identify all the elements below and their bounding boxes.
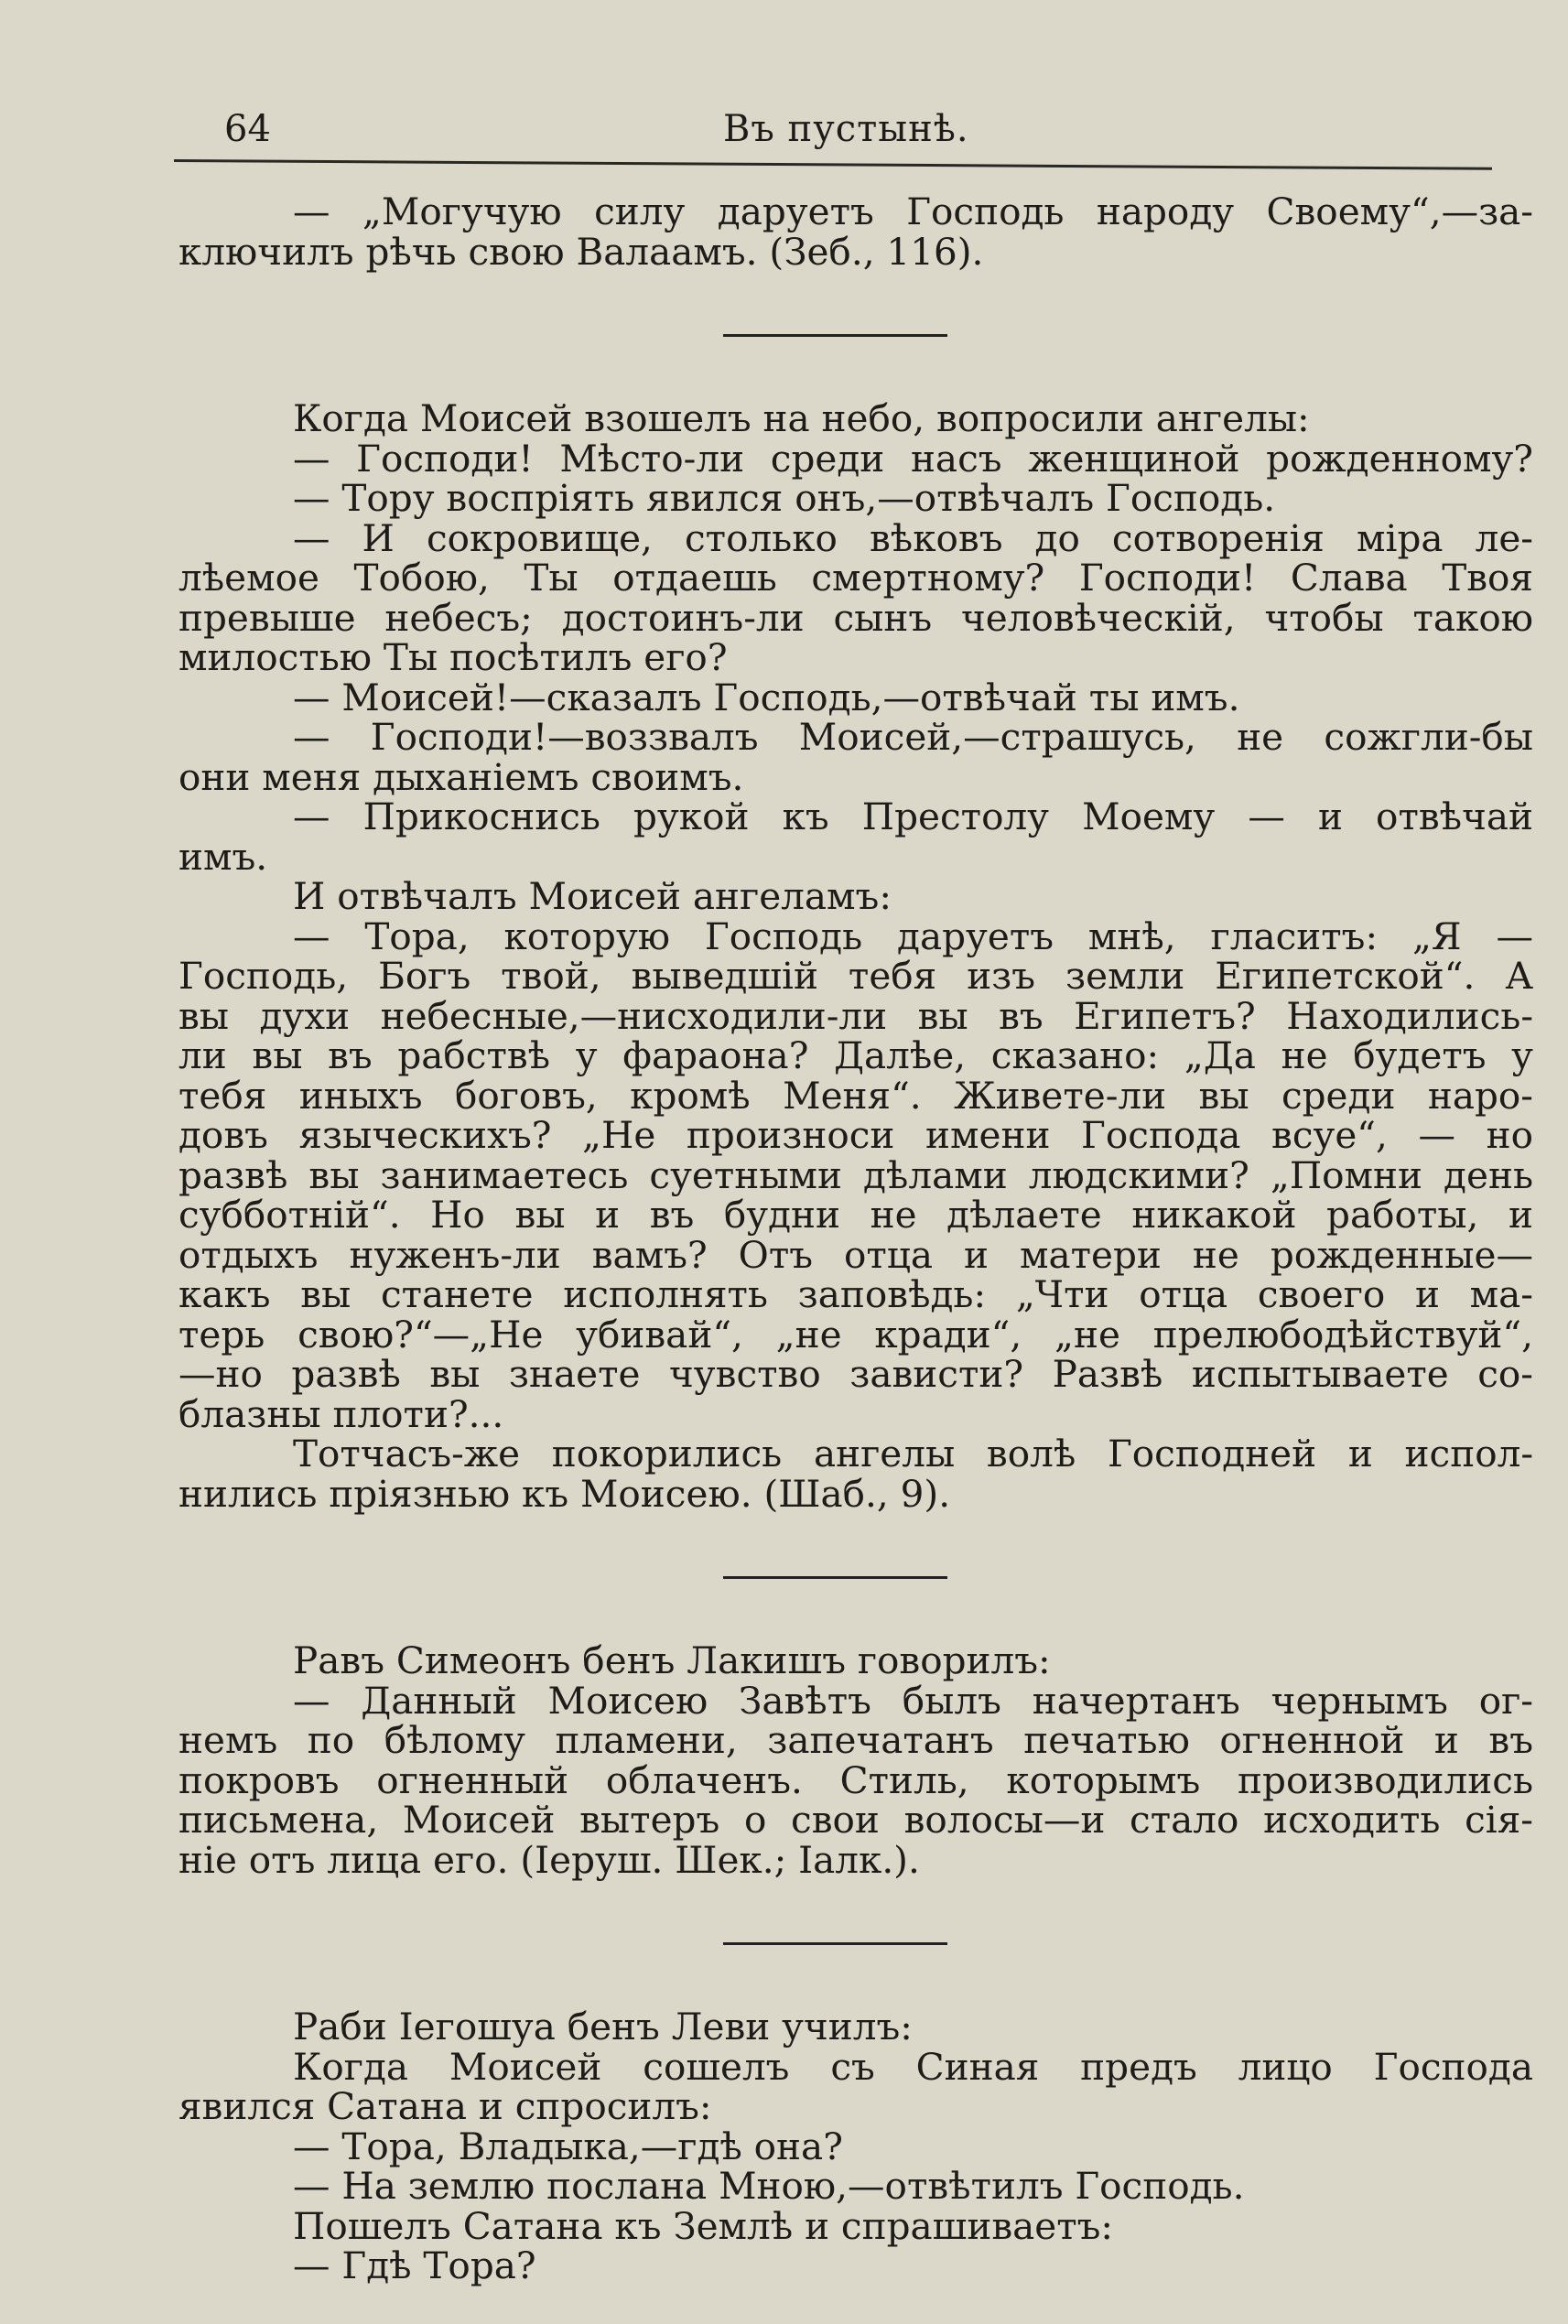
text-line: лѣемое Тобою, Ты отдаешь смертному? Господи! Слава Твоя [178, 556, 1533, 600]
text-line: — И сокровище, столько вѣковъ до сотворенія міра ле- [293, 515, 1533, 560]
text-line: имъ. [178, 834, 268, 879]
text-line: И отвѣчалъ Моисей ангеламъ: [293, 874, 892, 918]
text-line: — „Могучую силу даруетъ Господь народу Своему“,—за- [293, 189, 1533, 233]
text-line: Когда Моисей взошелъ на небо, вопросили ангелы: [293, 396, 1310, 440]
text-line: тебя иныхъ боговъ, кромѣ Меня“. Живете-ли вы среди наро- [178, 1073, 1533, 1118]
text-line: терь свою?“—„Не убивай“, „не кради“, „не прелюбодѣйствуй“, [178, 1312, 1533, 1357]
text-line: Господь, Богъ твой, выведшій тебя изъ земли Египетской“. А [178, 954, 1533, 998]
text-line: превыше небесъ; достоинъ-ли сынъ человѣческій, чтобы такою [178, 595, 1533, 640]
text-line: вы духи небесные,—нисходили-ли вы въ Египетъ? Находились- [178, 993, 1533, 1038]
text-line: довъ языческихъ? „Не произноси имени Господа всуе“, — но [178, 1113, 1533, 1157]
section-gap [178, 272, 1533, 334]
text-line: нились пріязнью къ Моисею. (Шаб., 9). [178, 1471, 951, 1516]
page-body [178, 189, 1533, 2287]
text-line: Когда Моисей сошелъ съ Синая предъ лицо Господа [293, 2044, 1533, 2089]
text-line: какъ вы станете исполнять заповѣдь: „Чти отца своего и ма- [178, 1272, 1533, 1316]
text-line: развѣ вы занимаетесь суетными дѣлами людскими? „Помни день [178, 1152, 1533, 1197]
text-line: — Господи!—воззвалъ Моисей,—страшусь, не сожгли-бы [293, 715, 1533, 759]
text-line: Тотчасъ-же покорились ангелы волѣ Господней и испол- [293, 1432, 1533, 1475]
text-line: — Моисей!—сказалъ Господь,—отвѣчай ты имъ. [293, 675, 1240, 719]
text-line: они меня дыханіемъ своимъ. [178, 754, 744, 799]
text-line: — Гдѣ Тора? [293, 2243, 536, 2287]
text-line: —но развѣ вы знаете чувство зависти? Развѣ испытываете со- [178, 1352, 1533, 1396]
section-gap [178, 1945, 1533, 2007]
header-rule [174, 159, 1492, 170]
section-gap [178, 337, 1533, 399]
text-line: Пошелъ Сатана къ Землѣ и спрашиваетъ: [293, 2203, 1114, 2248]
text-line: явился Сатана и спросилъ: [178, 2084, 712, 2128]
text-line: милостью Ты посѣтилъ его? [178, 635, 728, 679]
text-line: покровъ огненный облаченъ. Стиль, которымъ производились [178, 1757, 1533, 1802]
text-line: — Тора, Владыка,—гдѣ она? [293, 2124, 843, 2168]
text-line: блазны плоти?... [178, 1391, 504, 1436]
text-line: ли вы въ рабствѣ у фараона? Далѣе, сказано: „Да не будетъ у [178, 1033, 1533, 1077]
text-line: ніе отъ лица его. (Іеруш. Шек.; Іалк.). [178, 1837, 920, 1882]
text-line: — Тору воспріять явился онъ,—отвѣчалъ Господь. [293, 476, 1276, 520]
text-line: Раби Іегошуа бенъ Леви училъ: [293, 2005, 913, 2048]
text-line: немъ по бѣлому пламени, запечатанъ печатью огненной и въ [178, 1718, 1533, 1762]
section-gap [178, 1514, 1533, 1576]
section-gap [178, 1880, 1533, 1942]
text-line: — Тора, которую Господь даруетъ мнѣ, гласитъ: „Я — [293, 913, 1533, 958]
text-line: ключилъ рѣчь свою Валаамъ. (Зеб., 116). [178, 229, 984, 274]
text-line: отдыхъ нуженъ-ли вамъ? Отъ отца и матери не рожденные— [178, 1232, 1533, 1277]
running-title: Въ пустынѣ. [723, 108, 969, 150]
page-number: 64 [224, 108, 271, 150]
text-line: Равъ Симеонъ бенъ Лакишъ говорилъ: [293, 1638, 1051, 1682]
text-line: — Господи! Мѣсто-ли среди насъ женщиной рожденному? [293, 436, 1533, 481]
section-gap [178, 1579, 1533, 1641]
page-header [174, 108, 1492, 163]
text-line: — Данный Моисею Завѣтъ былъ начертанъ чернымъ ог- [293, 1678, 1533, 1723]
text-line: письмена, Моисей вытеръ о свои волосы—и стало исходить сія- [178, 1798, 1533, 1842]
text-line: — На землю послана Мною,—отвѣтилъ Господь. [293, 2164, 1245, 2208]
text-line: субботній“. Но вы и въ будни не дѣлаете никакой работы, и [178, 1193, 1533, 1237]
text-line: — Прикоснись рукой къ Престолу Моему — и отвѣчай [293, 794, 1533, 838]
